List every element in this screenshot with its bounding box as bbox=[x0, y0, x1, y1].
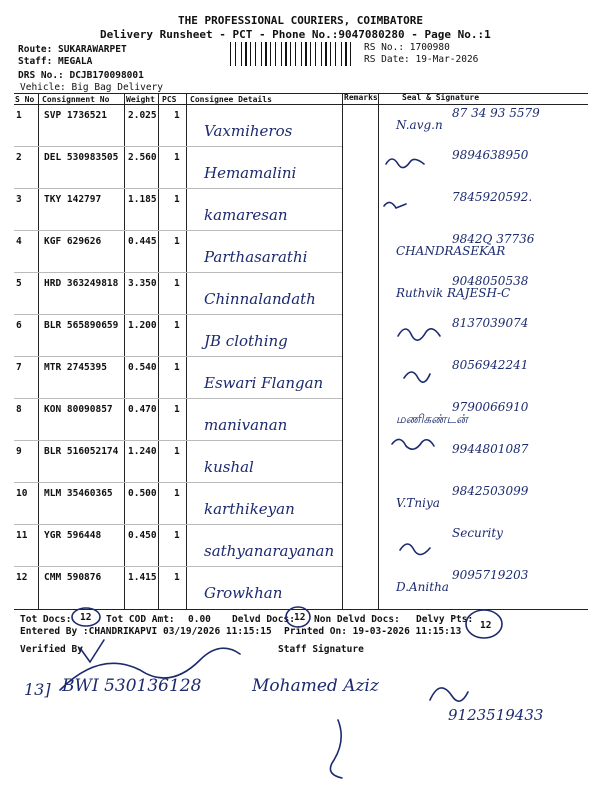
circle-delvy-pts bbox=[466, 610, 502, 638]
vehicle-label: Vehicle: Big Bag Delivery bbox=[20, 82, 163, 93]
signature-scribble-row7 bbox=[404, 372, 430, 382]
row-sno: 10 bbox=[16, 488, 28, 499]
row-pcs: 1 bbox=[174, 530, 180, 541]
signature-scribble-row9 bbox=[392, 439, 434, 449]
company-title: THE PROFESSIONAL COURIERS, COIMBATORE bbox=[178, 14, 424, 27]
row-sno: 11 bbox=[16, 530, 28, 541]
row-sno: 8 bbox=[16, 404, 22, 415]
row-weight: 0.450 bbox=[128, 530, 157, 541]
signature-scribble-row11 bbox=[400, 544, 430, 555]
row-consignee: Parthasarathi bbox=[204, 248, 308, 266]
row-sno: 9 bbox=[16, 446, 22, 457]
staff-signature: Staff Signature bbox=[278, 644, 364, 655]
row-phone: 9048050538 bbox=[452, 274, 529, 288]
verified-by: Verified By bbox=[20, 644, 83, 655]
entered-by: Entered By :CHANDRIKAPVI 03/19/2026 11:15:15 bbox=[20, 626, 272, 637]
row-consignee: Vaxmiheros bbox=[204, 122, 293, 140]
row-consignee: kamaresan bbox=[204, 206, 288, 224]
row-phone: Security bbox=[452, 526, 503, 540]
row-phone: 9095719203 bbox=[452, 568, 529, 582]
col-weight: Weight bbox=[126, 95, 155, 104]
row-seal: D.Anitha bbox=[396, 580, 449, 594]
tot-docs-label: Tot Docs: bbox=[20, 614, 72, 625]
row-pcs: 1 bbox=[174, 488, 180, 499]
row-pcs: 1 bbox=[174, 404, 180, 415]
row-consignee: Chinnalandath bbox=[204, 290, 316, 308]
row-consignment: TKY 142797 bbox=[44, 194, 102, 205]
row-consignee: sathyanarayanan bbox=[204, 542, 335, 560]
row-sno: 12 bbox=[16, 572, 28, 583]
row-pcs: 1 bbox=[174, 152, 180, 163]
row-weight: 2.560 bbox=[128, 152, 157, 163]
row-pcs: 1 bbox=[174, 236, 180, 247]
row-seal: மணிகண்டன் bbox=[396, 412, 468, 426]
extra-consignment: BWI 530136128 bbox=[62, 676, 202, 696]
row-phone: 9894638950 bbox=[452, 148, 529, 162]
verified-tick bbox=[80, 640, 104, 662]
row-consignment: YGR 596448 bbox=[44, 530, 102, 541]
delvy-pts-value: 12 bbox=[480, 620, 492, 631]
row-phone: 9842503099 bbox=[452, 484, 529, 498]
row-consignment: SVP 1736521 bbox=[44, 110, 107, 121]
row-sno: 6 bbox=[16, 320, 22, 331]
printed-on: Printed On: 19-03-2026 11:15:13 bbox=[284, 626, 462, 637]
row-consignee: kushal bbox=[204, 458, 254, 476]
row-consignee: manivanan bbox=[204, 416, 288, 434]
col-consignment: Consignment No bbox=[42, 95, 110, 104]
drs-label: DRS No.: DCJB170098001 bbox=[18, 70, 144, 81]
row-phone: 9944801087 bbox=[452, 442, 529, 456]
row-sno: 2 bbox=[16, 152, 22, 163]
row-weight: 1.415 bbox=[128, 572, 157, 583]
row-phone: 8056942241 bbox=[452, 358, 529, 372]
row-consignment: BLR 516052174 bbox=[44, 446, 119, 457]
row-weight: 3.350 bbox=[128, 278, 157, 289]
row-consignee: Hemamalini bbox=[204, 164, 297, 182]
row-consignment: CMM 590876 bbox=[44, 572, 102, 583]
row-pcs: 1 bbox=[174, 362, 180, 373]
signature-scribble-row2 bbox=[386, 159, 424, 168]
extra-entry-number: 13] bbox=[24, 680, 51, 699]
row-weight: 1.240 bbox=[128, 446, 157, 457]
row-phone: 7845920592. bbox=[452, 190, 533, 204]
row-seal: V.Tniya bbox=[396, 496, 440, 510]
col-consignee: Consignee Details bbox=[190, 95, 272, 104]
row-pcs: 1 bbox=[174, 278, 180, 289]
row-pcs: 1 bbox=[174, 572, 180, 583]
row-consignment: DEL 530983505 bbox=[44, 152, 119, 163]
circle-tot-docs bbox=[72, 608, 100, 626]
row-consignment: BLR 565890659 bbox=[44, 320, 119, 331]
row-weight: 1.200 bbox=[128, 320, 157, 331]
col-pcs: PCS bbox=[162, 95, 177, 104]
delvd-docs-value: 12 bbox=[294, 612, 306, 623]
row-pcs: 1 bbox=[174, 320, 180, 331]
route-label: Route: SUKARAWARPET bbox=[18, 44, 127, 55]
col-remarks: Remarks bbox=[344, 93, 378, 102]
row-phone: 9790066910 bbox=[452, 400, 529, 414]
row-consignee: Eswari Flangan bbox=[204, 374, 324, 392]
rs-date: RS Date: 19-Mar-2026 bbox=[364, 54, 479, 65]
row-sno: 4 bbox=[16, 236, 22, 247]
signature-scribble-row3 bbox=[384, 202, 406, 208]
rs-no: RS No.: 1700980 bbox=[364, 42, 450, 53]
delvy-pts-label: Delvy Pts: bbox=[416, 614, 474, 625]
row-consignment: MTR 2745395 bbox=[44, 362, 107, 373]
row-phone: 9842Q 37736 bbox=[452, 232, 535, 246]
row-consignee: karthikeyan bbox=[204, 500, 295, 518]
row-weight: 0.500 bbox=[128, 488, 157, 499]
delvd-docs-label: Delvd Docs: bbox=[232, 614, 295, 625]
row-phone: 8137039074 bbox=[452, 316, 529, 330]
row-consignee: JB clothing bbox=[204, 332, 288, 350]
extra-consignee: Mohamed Aziz bbox=[252, 676, 379, 696]
staff-signature-scribble bbox=[330, 720, 342, 778]
row-sno: 1 bbox=[16, 110, 22, 121]
row-weight: 0.470 bbox=[128, 404, 157, 415]
row-phone: 87 34 93 5579 bbox=[452, 106, 540, 120]
col-seal: Seal & Signature bbox=[402, 93, 480, 102]
row-weight: 0.540 bbox=[128, 362, 157, 373]
non-delvd-label: Non Delvd Docs: bbox=[314, 614, 400, 625]
row-pcs: 1 bbox=[174, 446, 180, 457]
circle-delvd-docs bbox=[286, 607, 310, 627]
tot-cod-value: 0.00 bbox=[188, 614, 211, 625]
row-consignment: HRD 363249818 bbox=[44, 278, 119, 289]
row-weight: 2.025 bbox=[128, 110, 157, 121]
verified-squiggle bbox=[60, 648, 240, 690]
row-sno: 5 bbox=[16, 278, 22, 289]
row-sno: 7 bbox=[16, 362, 22, 373]
row-consignment: KON 80090857 bbox=[44, 404, 113, 415]
receiver-signature-scribble bbox=[430, 688, 468, 701]
row-consignment: MLM 35460365 bbox=[44, 488, 113, 499]
row-consignee: Growkhan bbox=[204, 584, 283, 602]
extra-phone: 9123519433 bbox=[448, 706, 544, 724]
row-sno: 3 bbox=[16, 194, 22, 205]
tot-docs-value: 12 bbox=[80, 612, 92, 623]
staff-label: Staff: MEGALA bbox=[18, 56, 93, 67]
row-consignment: KGF 629626 bbox=[44, 236, 102, 247]
row-seal: CHANDRASEKAR bbox=[396, 244, 506, 258]
row-weight: 1.185 bbox=[128, 194, 157, 205]
signature-scribble-row6 bbox=[398, 329, 440, 340]
row-pcs: 1 bbox=[174, 110, 180, 121]
tot-cod-label: Tot COD Amt: bbox=[106, 614, 175, 625]
row-seal: Ruthvik RAJESH-C bbox=[396, 286, 511, 300]
row-pcs: 1 bbox=[174, 194, 180, 205]
row-weight: 0.445 bbox=[128, 236, 157, 247]
col-sno: S No bbox=[15, 95, 35, 104]
runsheet-title: Delivery Runsheet - PCT - Phone No.:9047080280 - Page No.:1 bbox=[100, 28, 491, 41]
row-seal: N.avg.n bbox=[396, 118, 443, 132]
